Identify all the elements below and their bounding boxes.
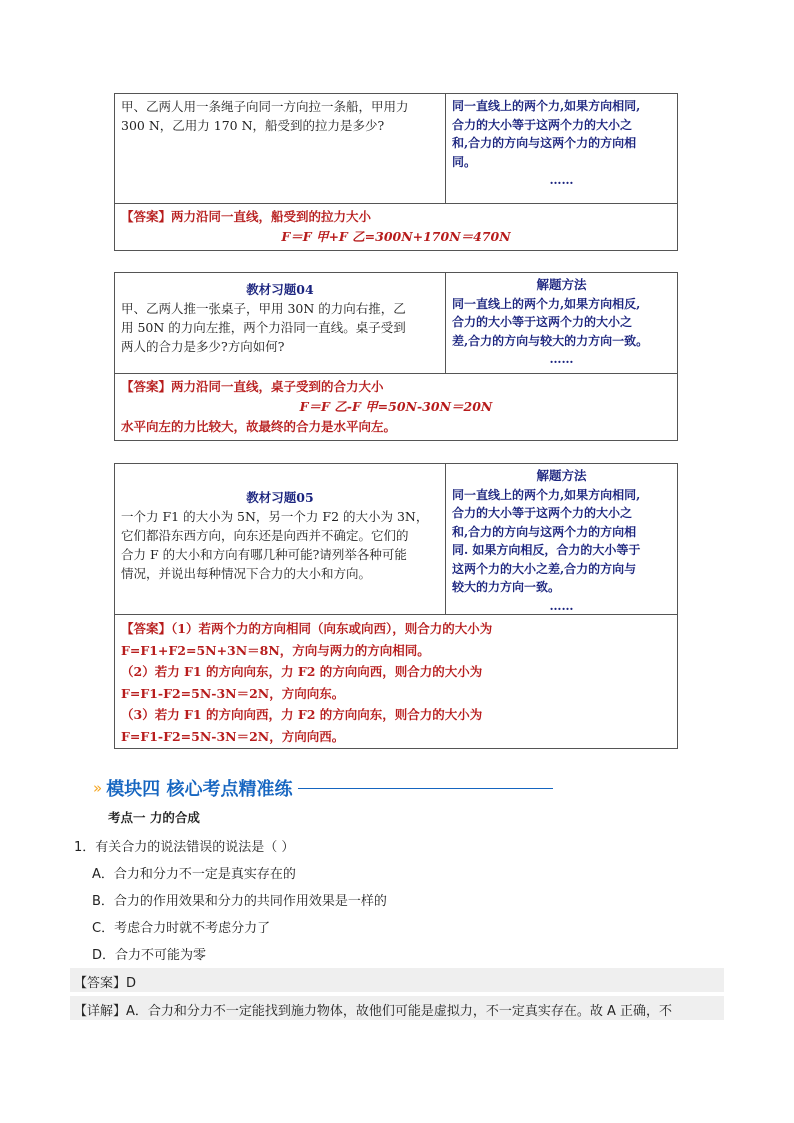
- answer-line: （2）若力 F1 的方向向东，力 F2 的方向向西，则合力的大小为: [121, 664, 483, 679]
- exercise-05-box: [114, 463, 678, 749]
- question-line: 合力 F 的大小和方向有哪几种可能?请列举各种可能: [121, 547, 407, 562]
- exercise-04-question: [115, 273, 446, 373]
- exercise-03-method: [446, 94, 677, 203]
- question-line: 甲、乙两人用一条绳子向同一方向拉一条船，甲用力: [121, 99, 409, 114]
- answer-band: [70, 968, 724, 992]
- exercise-title: 教材习题05: [246, 490, 314, 505]
- method-line: 合力的大小等于这两个力的大小之: [452, 315, 633, 329]
- answer-line: 水平向左的力比较大，故最终的合力是水平向左。: [121, 419, 397, 434]
- detail-text: 【详解】A．合力和分力不一定能找到施力物体，故他们可能是虚拟力，不一定真实存在。故 A 正确，不: [74, 1004, 673, 1019]
- exercise-04-row: [115, 273, 677, 374]
- answer-formula: F＝F 乙-F 甲=50N-30N＝20N: [299, 399, 493, 414]
- option-c: C．考虑合力时就不考虑分力了: [92, 921, 271, 936]
- method-line: 合力的大小等于这两个力的大小之: [452, 117, 633, 132]
- method-ellipsis: ……: [549, 173, 574, 187]
- option-a: A．合力和分力不一定是真实存在的: [92, 867, 296, 882]
- method-line: 同一直线上的两个力,如果方向相同,: [452, 487, 641, 502]
- method-line: 这两个力的大小之差,合力的方向与: [452, 561, 637, 576]
- answer-line: 【答案】两力沿同一直线，船受到的拉力大小: [121, 209, 372, 224]
- method-line: 同一直线上的两个力,如果方向相同,: [452, 99, 641, 113]
- exercise-05-answer: [115, 615, 677, 748]
- question-line: 甲、乙两人推一张桌子，甲用 30N 的力向右推，乙: [121, 301, 406, 316]
- option-d: D．合力不可能为零: [92, 948, 207, 963]
- question-stem: 1．有关合力的说法错误的说法是（ ）: [74, 840, 295, 855]
- answer-line: 【答案】两力沿同一直线，桌子受到的合力大小: [121, 379, 384, 394]
- answer-line: （3）若力 F1 的方向向西，力 F2 的方向向东，则合力的大小为: [121, 707, 483, 722]
- option-b: B．合力的作用效果和分力的共同作用效果是一样的: [92, 894, 387, 909]
- exercise-04-method: [446, 273, 677, 373]
- method-line: 差,合力的方向与较大的力方向一致。: [452, 333, 649, 348]
- exercise-05-row: [115, 464, 677, 615]
- module-divider: [298, 788, 553, 789]
- answer-line: 【答案】（1）若两个力的方向相同（向东或向西），则合力的大小为: [121, 621, 493, 636]
- module-heading: [93, 775, 553, 801]
- answer-formula: F＝F 甲+F 乙=300N+170N＝470N: [281, 229, 511, 244]
- method-line: 和,合力的方向与这两个力的方向相: [452, 136, 637, 150]
- method-line: 较大的力方向一致。: [452, 580, 561, 594]
- answer-label: 【答案】D: [74, 976, 137, 991]
- exercise-05-question: [115, 464, 446, 614]
- question-line: 一个力 F1 的大小为 5N，另一个力 F2 的大小为 3N，: [121, 509, 429, 524]
- question-line: 两人的合力是多少?方向如何?: [121, 339, 285, 354]
- exercise-03-row: [115, 94, 677, 204]
- method-line: 同。: [452, 154, 477, 169]
- method-title: 解题方法: [536, 277, 587, 292]
- exercise-04-box: [114, 272, 678, 441]
- answer-line: F=F1-F2=5N-3N＝2N，方向向西。: [121, 728, 345, 744]
- method-ellipsis: ……: [549, 352, 574, 366]
- key-point-title: 考点一 力的合成: [108, 810, 200, 825]
- question-line: 300 N，乙用力 170 N，船受到的拉力是多少?: [121, 118, 385, 133]
- method-line: 合力的大小等于这两个力的大小之: [452, 506, 633, 520]
- method-line: 同一直线上的两个力,如果方向相反,: [452, 296, 641, 311]
- exercise-03-question: [115, 94, 446, 203]
- answer-line: F=F1-F2=5N-3N＝2N，方向向东。: [121, 685, 345, 701]
- exercise-03-box: [114, 93, 678, 251]
- exercise-title: 教材习题04: [246, 282, 314, 297]
- answer-line: F=F1+F2=5N+3N＝8N，方向与两力的方向相同。: [121, 642, 430, 658]
- method-ellipsis: ……: [549, 598, 574, 613]
- exercise-04-answer: [115, 374, 677, 440]
- question-line: 它们都沿东西方向，向东还是向西并不确定。它们的: [121, 528, 409, 543]
- exercise-05-method: [446, 464, 677, 614]
- method-line: 和,合力的方向与这两个力的方向相: [452, 524, 637, 539]
- question-line: 用 50N 的力向左推，两个力沿同一直线。桌子受到: [121, 320, 406, 335]
- method-line: 同. 如果方向相反，合力的大小等于: [452, 543, 641, 557]
- module-title: 模块四 核心考点精准练: [106, 779, 293, 800]
- method-title: 解题方法: [536, 468, 587, 483]
- exercise-03-answer: [115, 204, 677, 250]
- double-chevron-icon: »: [93, 779, 103, 797]
- question-line: 情况，并说出每种情况下合力的大小和方向。: [121, 566, 372, 581]
